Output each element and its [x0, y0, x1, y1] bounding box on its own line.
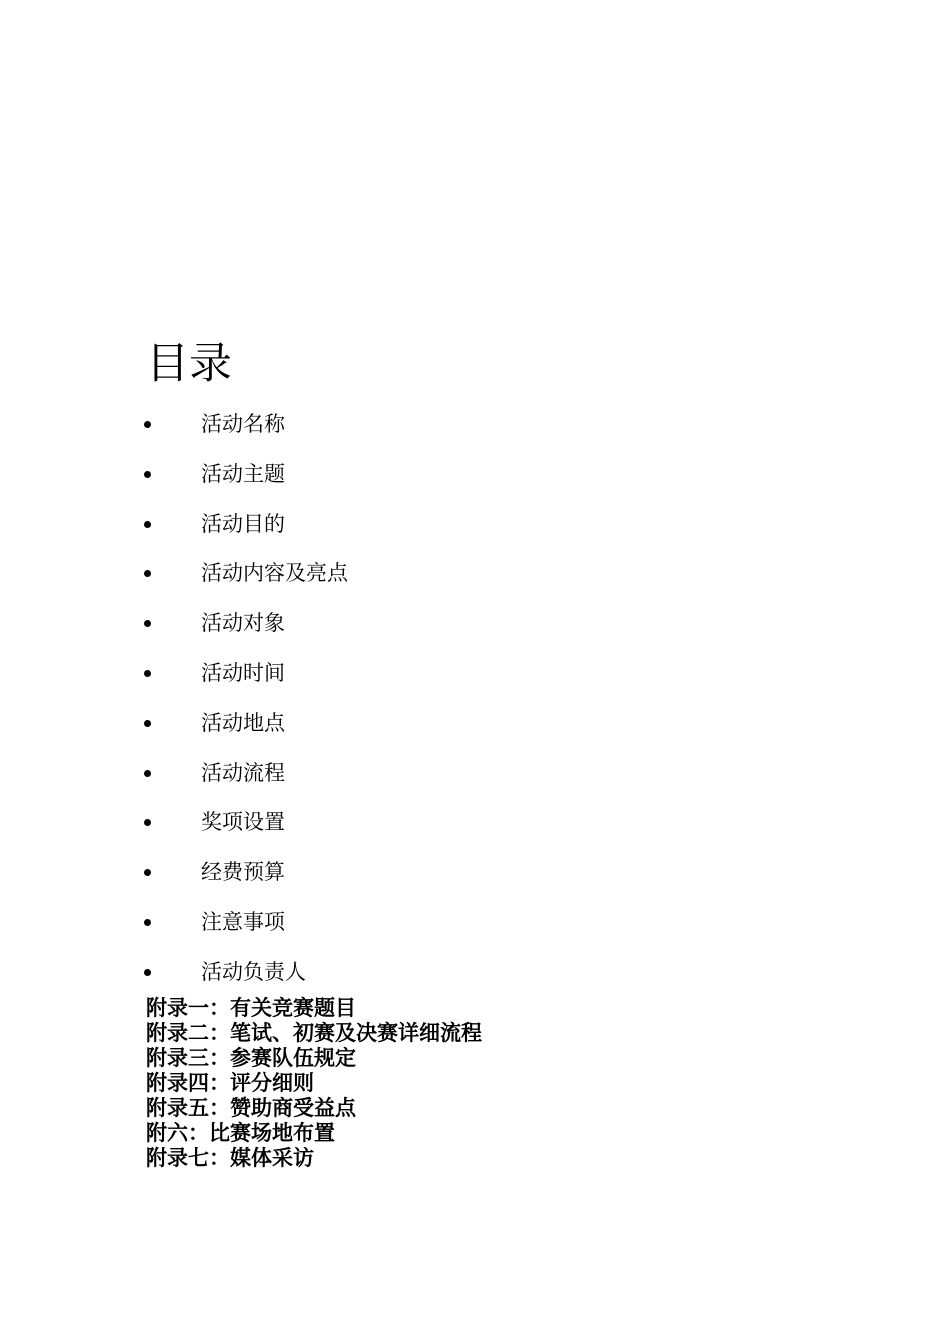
toc-item-label: 活动地点 — [201, 710, 285, 735]
appendix-item: 附录三：参赛队伍规定 — [146, 1045, 356, 1070]
appendix-list — [146, 995, 482, 1170]
toc-item-label: 活动内容及亮点 — [201, 561, 348, 586]
toc-item-label: 活动流程 — [201, 760, 285, 785]
bullet-icon — [144, 969, 151, 976]
toc-item — [0, 803, 500, 853]
toc-item-label: 活动时间 — [201, 660, 285, 685]
appendix-item: 附录一：有关竞赛题目 — [146, 995, 356, 1020]
toc-item — [0, 903, 500, 953]
bullet-icon — [144, 869, 151, 876]
toc-item — [0, 455, 500, 505]
bullet-icon — [144, 521, 151, 528]
appendix-item: 附录二：笔试、初赛及决赛详细流程 — [146, 1020, 482, 1045]
toc-item — [0, 654, 500, 704]
bullet-icon — [144, 720, 151, 727]
bullet-icon — [144, 421, 151, 428]
bullet-icon — [144, 471, 151, 478]
toc-item — [0, 554, 500, 604]
toc-item-label: 经费预算 — [201, 860, 285, 885]
toc-item — [0, 505, 500, 555]
toc-item-label: 活动负责人 — [201, 959, 306, 984]
toc-item-label: 活动主题 — [201, 461, 285, 486]
toc-item-label: 活动名称 — [201, 412, 285, 436]
bullet-icon — [144, 570, 151, 577]
toc-item-label: 活动目的 — [201, 511, 285, 536]
bullet-icon — [144, 620, 151, 627]
toc-item — [0, 405, 500, 455]
toc-item — [0, 853, 500, 903]
appendix-item: 附录四：评分细则 — [146, 1070, 314, 1095]
toc-title: 目录 — [146, 339, 232, 389]
bullet-icon — [144, 919, 151, 926]
bullet-icon — [144, 670, 151, 677]
appendix-item: 附录七：媒体采访 — [146, 1145, 314, 1170]
appendix-item: 附六：比赛场地布置 — [146, 1120, 335, 1145]
toc-item-label: 注意事项 — [201, 909, 285, 934]
toc-item-label: 活动对象 — [201, 611, 285, 636]
toc-item — [0, 754, 500, 804]
toc-list — [0, 405, 500, 1003]
toc-item — [0, 604, 500, 654]
bullet-icon — [144, 770, 151, 777]
toc-item — [0, 704, 500, 754]
appendix-item: 附录五：赞助商受益点 — [146, 1095, 356, 1120]
toc-item-label: 奖项设置 — [201, 810, 285, 835]
bullet-icon — [144, 819, 151, 826]
